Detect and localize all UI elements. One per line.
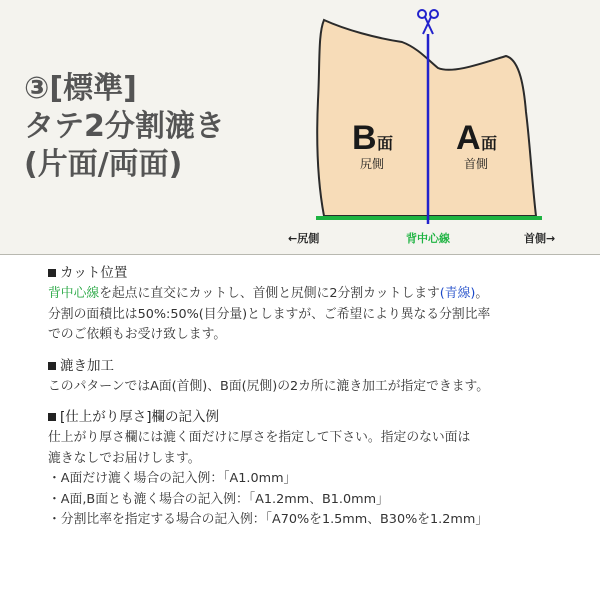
- thickness-text-2: 漉きなしでお届けします。: [48, 450, 201, 466]
- a-face-men: 面: [481, 134, 498, 153]
- b-face-men: 面: [377, 134, 394, 153]
- split-diagram: [280, 4, 600, 254]
- center-line-label: 背中心線: [406, 232, 450, 245]
- example-1: ・A面だけ漉く場合の記入例：「A1.0mm」: [48, 471, 297, 486]
- right-direction-label: 首側→: [524, 232, 556, 245]
- a-face-sub: 首側: [464, 157, 489, 171]
- thickness-text-1: 仕上がり厚さ欄には漉く面だけに厚さを指定して下さい。指定のない面は: [48, 430, 471, 445]
- title-line-2: タテ2分割漉き: [24, 109, 225, 144]
- header-panel: [0, 0, 600, 255]
- square-bullet-icon: [48, 269, 56, 277]
- b-face-sub: 尻側: [360, 157, 385, 171]
- cut-heading: カット位置: [48, 262, 588, 284]
- cut-text-1: 背中心線を起点に直交にカットし、首側と尻側に2分割カットします(青線)。: [48, 286, 489, 301]
- page-title: [24, 70, 225, 184]
- example-3: ・分割比率を指定する場合の記入例：「A70%を1.5mm、B30%を1.2mm」: [48, 512, 489, 527]
- square-bullet-icon: [48, 362, 56, 370]
- b-face-letter: B: [352, 119, 377, 157]
- cut-text-3: でのご依頼もお受け致します。: [48, 327, 227, 342]
- thickness-heading: [仕上がり厚さ]欄の記入例: [48, 406, 588, 428]
- example-2: ・A面,B面とも漉く場合の記入例：「A1.2mm、B1.0mm」: [48, 491, 389, 507]
- skiving-section: [48, 355, 588, 398]
- skiving-text: このパターンではA面(首側)、B面(尻側)の2カ所に漉き加工が指定できます。: [48, 378, 490, 394]
- title-line-3: (片面/両面): [24, 147, 183, 182]
- cut-text-2: 分割の面積比は50%:50%(目分量)としますが、ご希望により異なる分割比率: [48, 306, 491, 322]
- thickness-section: [48, 406, 588, 531]
- a-face-letter: A: [456, 119, 481, 157]
- hide-shape: [317, 20, 536, 216]
- cut-section: [48, 262, 588, 346]
- content: [48, 262, 588, 540]
- skiving-heading: 漉き加工: [48, 355, 588, 377]
- title-line-1: ③[標準]: [24, 71, 137, 106]
- left-direction-label: ←尻側: [288, 232, 320, 245]
- square-bullet-icon: [48, 413, 56, 421]
- scissors-icon: [418, 10, 438, 34]
